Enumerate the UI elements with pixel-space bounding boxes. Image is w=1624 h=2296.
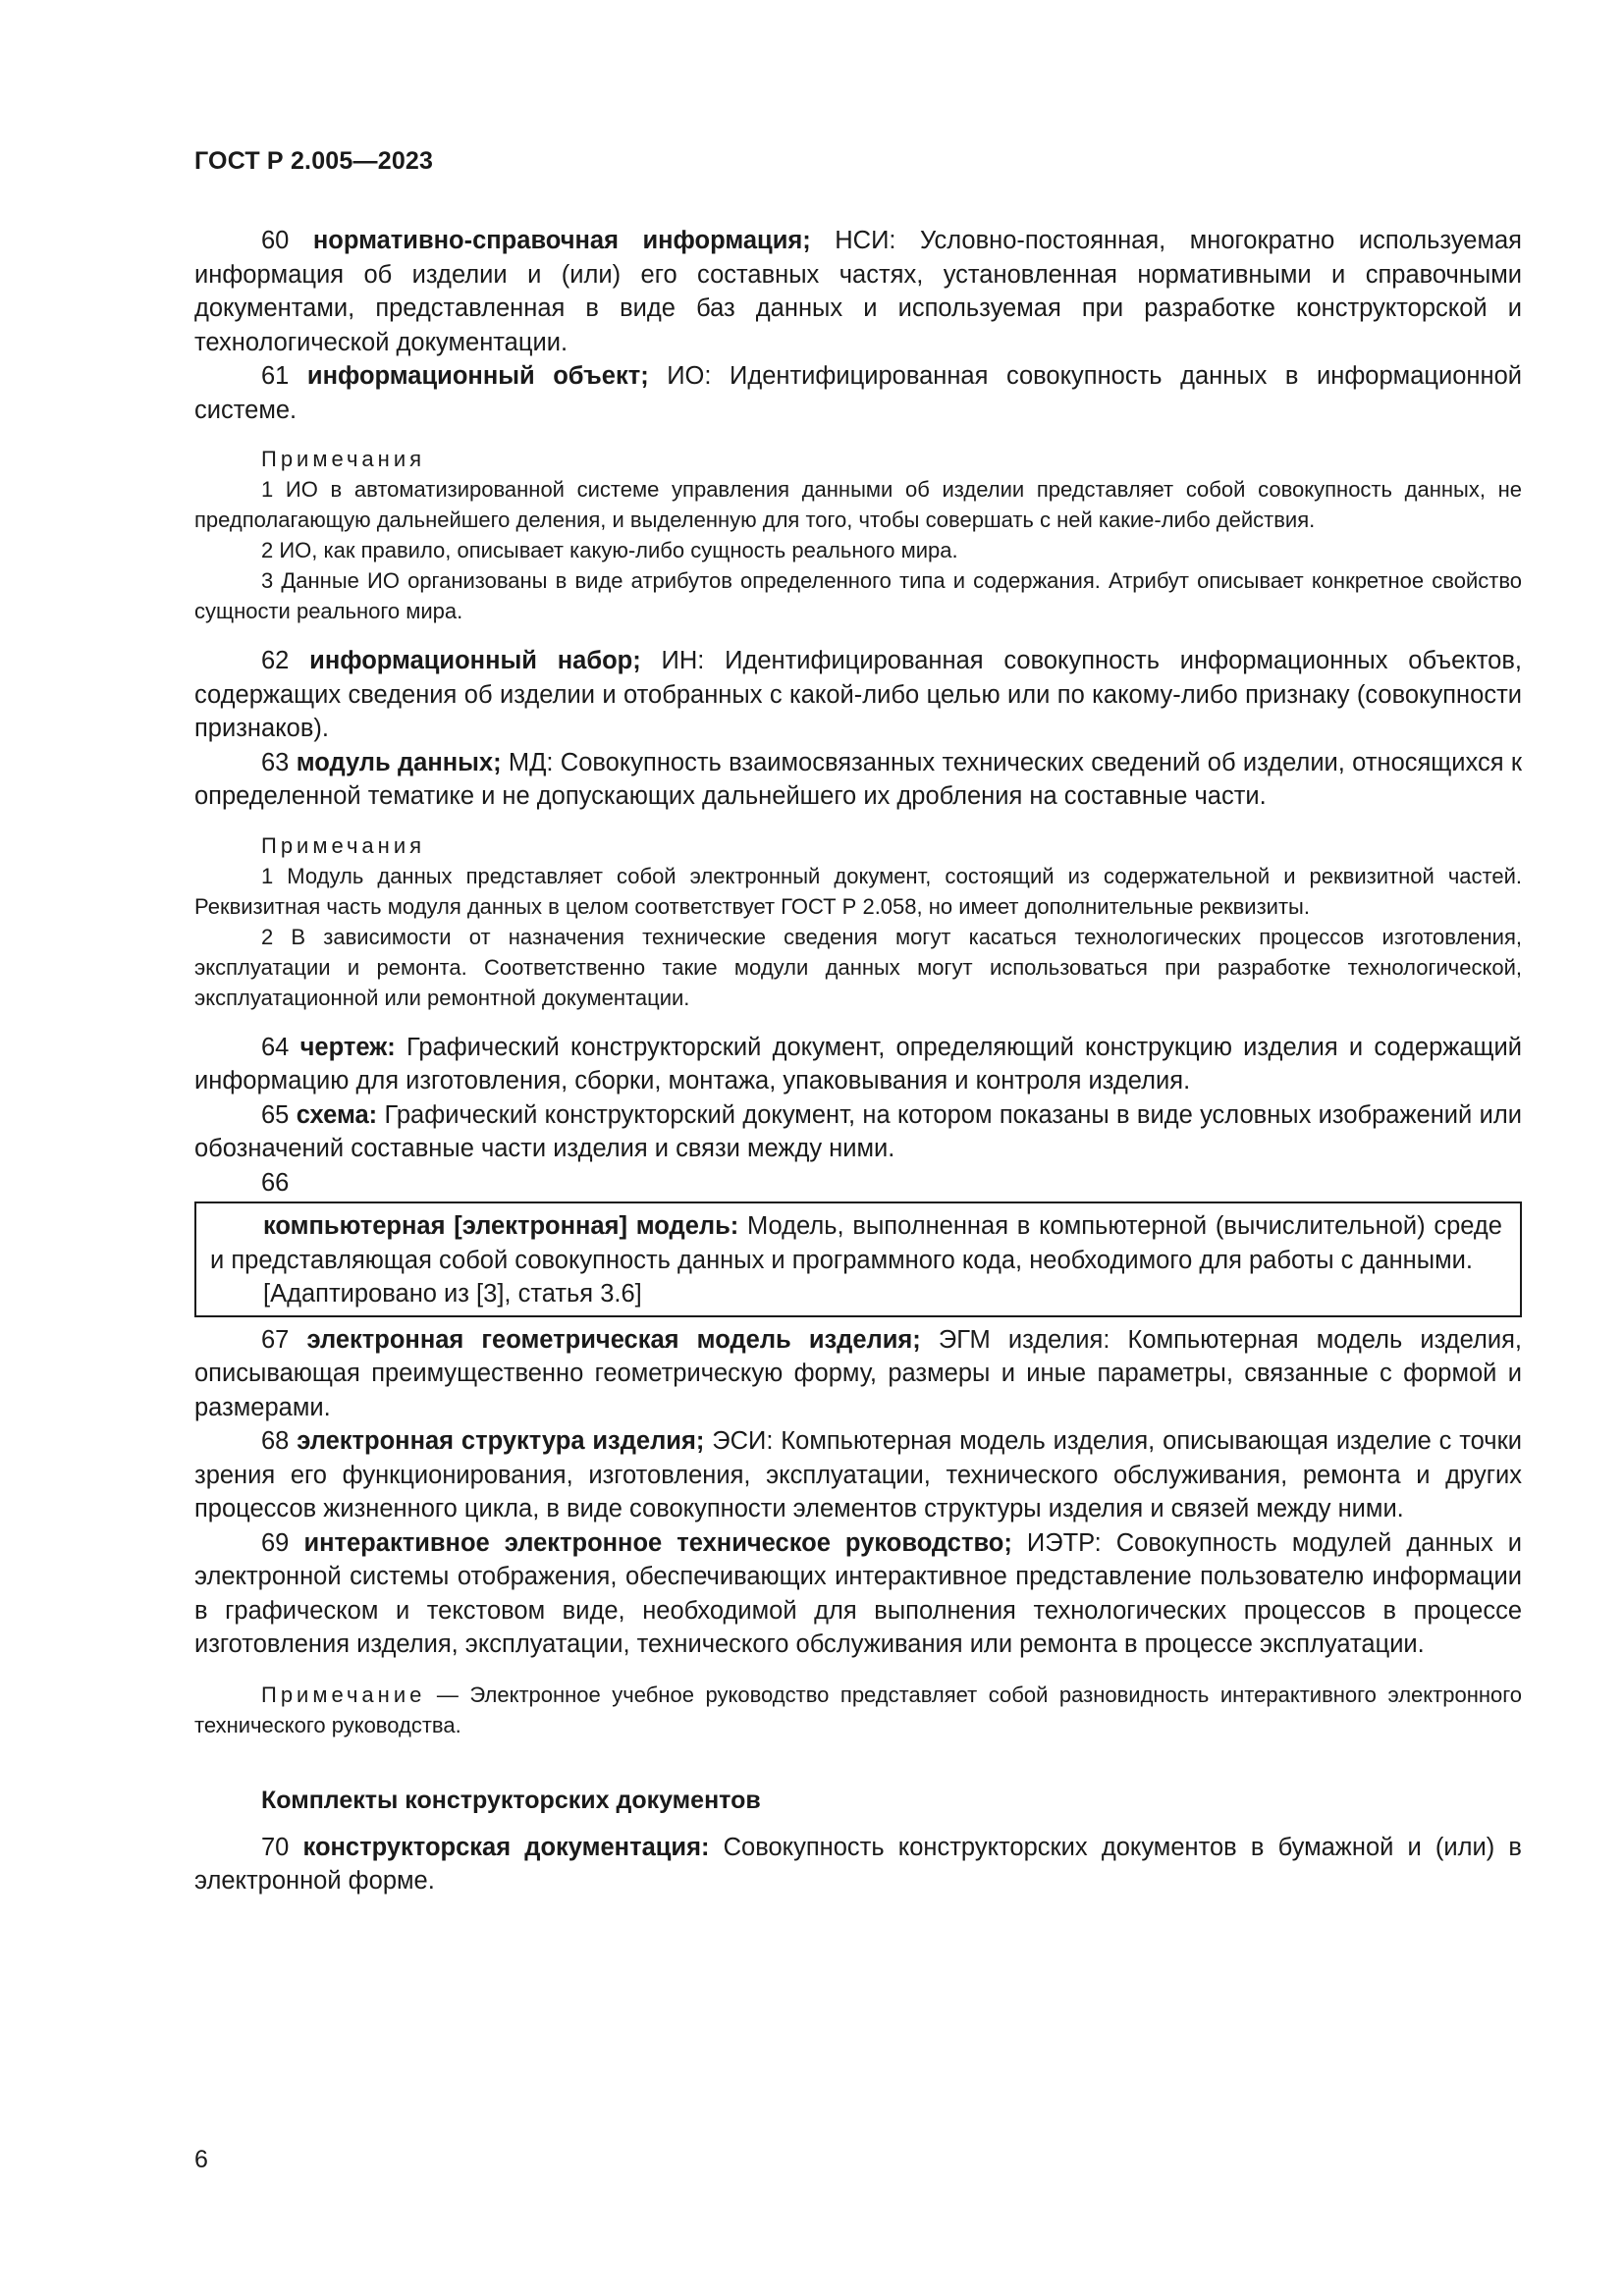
term-66-box: [194, 1201, 1522, 1317]
term-number: 61: [261, 362, 290, 390]
term-number: 64: [261, 1033, 290, 1061]
term-definition: МД: Совокупность взаимосвязанных технических сведений об изделии, относящихся к определенной тематике и не допускающих дальнейшего их дробления на составные части.: [194, 748, 1523, 810]
term-number: 63: [261, 748, 290, 776]
term-number: 69: [261, 1528, 290, 1557]
term-number: 65: [261, 1100, 290, 1129]
document-header: ГОСТ Р 2.005—2023: [194, 147, 434, 175]
term-name: информационный объект;: [306, 362, 649, 390]
note-label: Примечание: [261, 1682, 426, 1707]
term-name: нормативно-справочная информация;: [312, 227, 811, 254]
term-68: [194, 1424, 1522, 1526]
term-definition: ЭГМ изделия: Компьютерная модель изделия, описывающая преимущественно геометрическую форму, размеры и иные параметры, связанные с формой и размерами.: [194, 1325, 1523, 1421]
term-name: электронная геометрическая модель изделия;: [306, 1325, 921, 1354]
term-name: информационный набор;: [309, 647, 641, 674]
term-name: модуль данных;: [296, 748, 502, 776]
term-definition: ИО: Идентифицированная совокупность данных в информационной системе.: [194, 362, 1522, 424]
term-60: [194, 224, 1522, 359]
term-67: [194, 1323, 1522, 1425]
note-text: — Электронное учебное руководство представляет собой разновидность интерактивного электронного технического руководства.: [194, 1682, 1522, 1737]
term-61: [194, 359, 1522, 427]
term-number: 68: [261, 1427, 290, 1455]
note-69: [194, 1680, 1522, 1740]
term-63: [194, 746, 1522, 814]
term-name: компьютерная [электронная] модель:: [263, 1212, 739, 1240]
term-name: электронная структура изделия;: [297, 1427, 705, 1455]
term-number: 62: [261, 647, 290, 674]
term-name: чертеж:: [299, 1033, 396, 1061]
term-66-number: 66: [261, 1168, 290, 1197]
term-definition: НСИ: Условно-постоянная, многократно используемая информация об изделии и (или) его составных частях, установленная нормативными и справочными документами, представленная в виде баз данных и используемая при разработке конструкторской и технологической документации.: [194, 227, 1522, 356]
note-item: 1 Модуль данных представляет собой электронный документ, состоящий из содержательной и реквизитной частей. Реквизитная часть модуля данных в целом соответствует ГОСТ Р 2.058, но имеет дополнительные реквизиты.: [194, 863, 1522, 919]
term-name: схема:: [296, 1100, 378, 1129]
term-source: [Адаптировано из [3], статья 3.6]: [263, 1280, 642, 1308]
term-definition: ЭСИ: Компьютерная модель изделия, описывающая изделие с точки зрения его функционирования, изготовления, эксплуатации, технического обслуживания, ремонта и других процессов жизненного цикла, в виде совокупности элементов структуры изделия и связей между ними.: [194, 1427, 1522, 1522]
note-item: 3 Данные ИО организованы в виде атрибутов определенного типа и содержания. Атрибут описывает конкретное свойство сущности реального мира.: [194, 568, 1522, 623]
term-definition: ИН: Идентифицированная совокупность информационных объектов, содержащих сведения об изделии и отобранных с какой-либо целью или по какому-либо признаку (совокупности признаков).: [194, 647, 1522, 742]
term-number: 60: [261, 227, 290, 254]
notes-title: Примечания: [261, 832, 426, 858]
note-item: 2 В зависимости от назначения технические сведения могут касаться технологических процессов изготовления, эксплуатации и ремонта. Соответственно такие модули данных могут использоваться при разработке технологической, эксплуатационной или ремонтной документации.: [194, 924, 1522, 1010]
term-66: [210, 1209, 1502, 1277]
term-69: [194, 1526, 1522, 1662]
term-definition: Модель, выполненная в компьютерной (вычислительной) среде и представляющая собой совокупность данных и программного кода, необходимого для работы с данными.: [210, 1212, 1502, 1274]
term-definition: Графический конструкторский документ, определяющий конструкцию изделия и содержащий информацию для изготовления, сборки, монтажа, упаковывания и контроля изделия.: [194, 1033, 1523, 1095]
page-number: 6: [194, 2146, 208, 2173]
term-number: 67: [261, 1325, 290, 1354]
term-name: интерактивное электронное техническое руководство;: [303, 1528, 1012, 1557]
term-name: конструкторская документация:: [302, 1833, 710, 1861]
notes-title: Примечания: [261, 447, 426, 471]
term-64: [194, 1031, 1522, 1098]
note-item: 1 ИО в автоматизированной системе управления данными об изделии представляет собой совокупность данных, не предполагающую дальнейшего деления, и выделенную для того, чтобы совершать с ней какие-либо действия.: [194, 477, 1522, 532]
term-number: 70: [261, 1833, 290, 1861]
term-70: [194, 1831, 1522, 1898]
section-title: Комплекты конструкторских документов: [261, 1786, 761, 1814]
document-body: [194, 224, 1522, 1898]
term-definition: Совокупность конструкторских документов в бумажной и (или) в электронной форме.: [194, 1833, 1522, 1895]
term-65: [194, 1098, 1522, 1166]
term-definition: ИЭТР: Совокупность модулей данных и электронной системы отображения, обеспечивающих интерактивное представление пользователю информации в графическом и текстовом виде, необходимой для выполнения технологических процессов в процессе изготовления изделия, эксплуатации, технического обслуживания или ремонта в процессе эксплуатации.: [194, 1528, 1522, 1658]
term-definition: Графический конструкторский документ, на котором показаны в виде условных изображений или обозначений составные части изделия и связи между ними.: [194, 1100, 1522, 1162]
note-item: 2 ИО, как правило, описывает какую-либо сущность реального мира.: [261, 538, 958, 562]
term-62: [194, 644, 1522, 746]
